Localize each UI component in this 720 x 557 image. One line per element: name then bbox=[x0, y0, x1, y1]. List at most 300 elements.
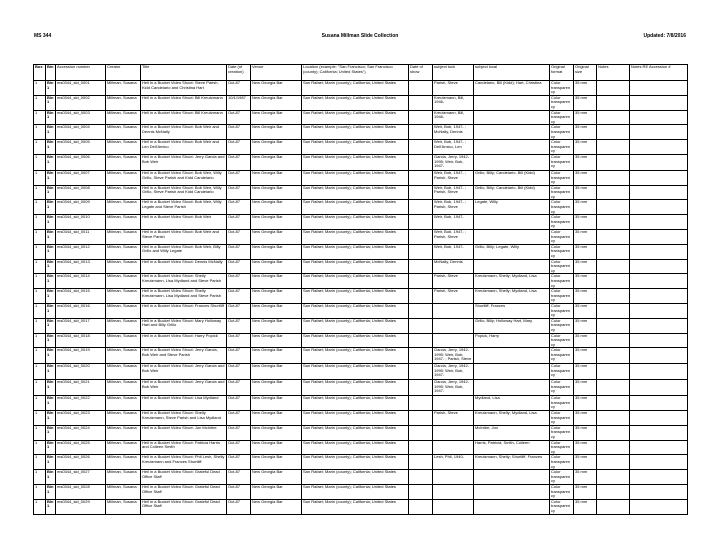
cell-notes bbox=[597, 244, 630, 259]
cell-bin: Bin 1 bbox=[46, 380, 56, 396]
cell-bin: Bin 1 bbox=[46, 303, 56, 318]
table-row bbox=[34, 425, 688, 440]
cell-accession-number: ms0344_sld_0007 bbox=[56, 170, 106, 185]
cell-subject-local bbox=[474, 230, 550, 245]
cell-date-of-creation: Oct-87 bbox=[227, 110, 251, 125]
cell-box: 1 bbox=[34, 200, 46, 215]
cell-box: 1 bbox=[34, 244, 46, 259]
cell-original-format: Color transparency bbox=[550, 440, 574, 455]
cell-title: Hell in a Bucket Video Shoot: Patricia Harris and Colleen Smith bbox=[141, 440, 227, 455]
cell-box: 1 bbox=[34, 318, 46, 333]
cell-original-size: 35 mm bbox=[574, 95, 597, 110]
cell-title: Hell in a Bucket Video Shoot: Bob Weir and Steve Parish bbox=[141, 230, 227, 245]
cell-creator: Millman, Susana bbox=[106, 230, 141, 245]
cell-notes bbox=[597, 95, 630, 110]
cell-venue: New Georgia Bar bbox=[251, 81, 302, 96]
table-row bbox=[34, 440, 688, 455]
cell-title: Hell in a Bucket Video Shoot: Shelly Kreutzmann, Lisa Mydland and Steve Parish bbox=[141, 289, 227, 304]
cell-notes-accession bbox=[630, 425, 688, 440]
cell-subject-tock bbox=[433, 499, 474, 514]
cell-original-format: Color transparency bbox=[550, 348, 574, 364]
cell-subject-local: Grillo, Billy; Candelario, Bill (Kidd) bbox=[474, 185, 550, 200]
cell-notes-accession bbox=[630, 110, 688, 125]
cell-title: Hell in a Bucket Video Shoot: Dennis McNally bbox=[141, 259, 227, 274]
cell-original-size: 35 mm bbox=[574, 154, 597, 170]
cell-accession-number: ms0344_sld_0010 bbox=[56, 215, 106, 230]
cell-original-format: Color transparency bbox=[550, 244, 574, 259]
cell-creator: Millman, Susana bbox=[106, 303, 141, 318]
cell-accession-number: ms0344_sld_0002 bbox=[56, 95, 106, 110]
cell-subject-local bbox=[474, 259, 550, 274]
cell-subject-local: Grillo, Billy; Candelario, Bill (Kidd) bbox=[474, 170, 550, 185]
cell-original-format: Color transparency bbox=[550, 333, 574, 348]
cell-notes bbox=[597, 364, 630, 380]
cell-box: 1 bbox=[34, 230, 46, 245]
cell-bin: Bin 1 bbox=[46, 440, 56, 455]
cell-subject-local bbox=[474, 380, 550, 396]
cell-venue: New Georgia Bar bbox=[251, 125, 302, 140]
cell-bin: Bin 1 bbox=[46, 396, 56, 411]
cell-creator: Millman, Susana bbox=[106, 396, 141, 411]
cell-subject-local bbox=[474, 110, 550, 125]
cell-creator: Millman, Susana bbox=[106, 455, 141, 470]
table-row bbox=[34, 380, 688, 396]
cell-accession-number: ms0344_sld_0016 bbox=[56, 303, 106, 318]
cell-venue: New Georgia Bar bbox=[251, 230, 302, 245]
cell-notes-accession bbox=[630, 95, 688, 110]
table-row bbox=[34, 125, 688, 140]
cell-date-of-creation: Oct-87 bbox=[227, 303, 251, 318]
cell-bin: Bin 1 bbox=[46, 499, 56, 514]
cell-accession-number: ms0344_sld_0021 bbox=[56, 380, 106, 396]
cell-creator: Millman, Susana bbox=[106, 289, 141, 304]
cell-original-size: 35 mm bbox=[574, 425, 597, 440]
cell-bin: Bin 1 bbox=[46, 455, 56, 470]
cell-date-of-show bbox=[409, 470, 433, 485]
cell-box: 1 bbox=[34, 440, 46, 455]
cell-date-of-show bbox=[409, 200, 433, 215]
cell-subject-local: Kreutzmann, Shelly; Mydland, Lisa bbox=[474, 274, 550, 289]
cell-box: 1 bbox=[34, 484, 46, 499]
cell-box: 1 bbox=[34, 140, 46, 155]
table-row bbox=[34, 230, 688, 245]
cell-box: 1 bbox=[34, 348, 46, 364]
cell-date-of-creation: Oct-87 bbox=[227, 200, 251, 215]
cell-box: 1 bbox=[34, 274, 46, 289]
cell-location: San Rafael; Marin (county); California; United States bbox=[302, 470, 409, 485]
cell-box: 1 bbox=[34, 396, 46, 411]
cell-box: 1 bbox=[34, 95, 46, 110]
cell-bin: Bin 1 bbox=[46, 125, 56, 140]
cell-original-size: 35 mm bbox=[574, 303, 597, 318]
cell-notes-accession bbox=[630, 259, 688, 274]
cell-title: Hell in a Bucket Video Shoot: Bob Weir bbox=[141, 215, 227, 230]
cell-original-format: Color transparency bbox=[550, 154, 574, 170]
cell-location: San Rafael; Marin (county); California; United States bbox=[302, 274, 409, 289]
cell-creator: Millman, Susana bbox=[106, 215, 141, 230]
cell-original-size: 35 mm bbox=[574, 289, 597, 304]
table-row bbox=[34, 140, 688, 155]
cell-original-size: 35 mm bbox=[574, 455, 597, 470]
cell-notes-accession bbox=[630, 455, 688, 470]
cell-title: Hell in a Bucket Video Shoot: Bob Weir, Willy Legate and Steve Parish bbox=[141, 200, 227, 215]
cell-creator: Millman, Susana bbox=[106, 425, 141, 440]
cell-original-format: Color transparency bbox=[550, 364, 574, 380]
table-row bbox=[34, 484, 688, 499]
cell-date-of-creation: Oct-87 bbox=[227, 185, 251, 200]
cell-title: Hell in a Bucket Video Shoot: Phil Lesh, Shelly Kreutzmann and Frances Shurtliff bbox=[141, 455, 227, 470]
cell-box: 1 bbox=[34, 425, 46, 440]
cell-accession-number: ms0344_sld_0013 bbox=[56, 259, 106, 274]
cell-original-format: Color transparency bbox=[550, 81, 574, 96]
cell-original-size: 35 mm bbox=[574, 470, 597, 485]
cell-title: Hell in a Bucket Video Shoot: Grateful Dead Office Staff bbox=[141, 484, 227, 499]
cell-date-of-creation: Oct-87 bbox=[227, 81, 251, 96]
cell-accession-number: ms0344_sld_0019 bbox=[56, 348, 106, 364]
cell-title: Hell in a Bucket Video Shoot: Bob Weir, Willy Grillo, Steve Parish and Kidd Candelario bbox=[141, 170, 227, 185]
cell-date-of-show bbox=[409, 364, 433, 380]
cell-accession-number: ms0344_sld_0026 bbox=[56, 455, 106, 470]
cell-date-of-show bbox=[409, 333, 433, 348]
cell-venue: New Georgia Bar bbox=[251, 333, 302, 348]
column-header-creator: Creator bbox=[106, 65, 141, 81]
cell-date-of-show bbox=[409, 185, 433, 200]
cell-venue: New Georgia Bar bbox=[251, 200, 302, 215]
cell-creator: Millman, Susana bbox=[106, 364, 141, 380]
cell-creator: Millman, Susana bbox=[106, 318, 141, 333]
cell-bin: Bin 1 bbox=[46, 154, 56, 170]
cell-accession-number: ms0344_sld_0022 bbox=[56, 396, 106, 411]
cell-box: 1 bbox=[34, 110, 46, 125]
cell-creator: Millman, Susana bbox=[106, 259, 141, 274]
cell-venue: New Georgia Bar bbox=[251, 154, 302, 170]
cell-original-format: Color transparency bbox=[550, 303, 574, 318]
cell-box: 1 bbox=[34, 259, 46, 274]
cell-venue: New Georgia Bar bbox=[251, 484, 302, 499]
cell-venue: New Georgia Bar bbox=[251, 259, 302, 274]
cell-original-size: 35 mm bbox=[574, 110, 597, 125]
cell-subject-tock: Weir, Bob, 1947- ; Parish, Steve bbox=[433, 170, 474, 185]
cell-subject-tock: Garcia, Jerry, 1942-1995; Weir, Bob, 1947- bbox=[433, 154, 474, 170]
cell-subject-local bbox=[474, 348, 550, 364]
cell-notes-accession bbox=[630, 140, 688, 155]
cell-location: San Rafael; Marin (county); California; United States bbox=[302, 259, 409, 274]
cell-venue: New Georgia Bar bbox=[251, 364, 302, 380]
cell-date-of-creation: Oct-87 bbox=[227, 215, 251, 230]
cell-notes bbox=[597, 230, 630, 245]
cell-title: Hell in a Bucket Video Shoot: Mary Holloway Hart and Billy Grillo bbox=[141, 318, 227, 333]
cell-location: San Rafael; Marin (county); California; United States bbox=[302, 154, 409, 170]
cell-original-size: 35 mm bbox=[574, 440, 597, 455]
cell-bin: Bin 1 bbox=[46, 333, 56, 348]
cell-venue: New Georgia Bar bbox=[251, 396, 302, 411]
cell-original-size: 35 mm bbox=[574, 200, 597, 215]
cell-creator: Millman, Susana bbox=[106, 110, 141, 125]
cell-notes-accession bbox=[630, 185, 688, 200]
cell-location: San Rafael; Marin (county); California; United States bbox=[302, 499, 409, 514]
cell-bin: Bin 1 bbox=[46, 484, 56, 499]
cell-accession-number: ms0344_sld_0025 bbox=[56, 440, 106, 455]
cell-notes bbox=[597, 455, 630, 470]
cell-subject-local: Harris, Patricia; Smith, Colleen bbox=[474, 440, 550, 455]
cell-creator: Millman, Susana bbox=[106, 125, 141, 140]
cell-notes bbox=[597, 81, 630, 96]
cell-notes bbox=[597, 411, 630, 426]
cell-original-format: Color transparency bbox=[550, 125, 574, 140]
cell-date-of-show bbox=[409, 289, 433, 304]
cell-accession-number: ms0344_sld_0004 bbox=[56, 125, 106, 140]
cell-creator: Millman, Susana bbox=[106, 348, 141, 364]
cell-box: 1 bbox=[34, 170, 46, 185]
cell-date-of-show bbox=[409, 425, 433, 440]
cell-box: 1 bbox=[34, 81, 46, 96]
cell-date-of-show bbox=[409, 411, 433, 426]
cell-box: 1 bbox=[34, 154, 46, 170]
cell-notes bbox=[597, 274, 630, 289]
cell-notes bbox=[597, 215, 630, 230]
cell-notes-accession bbox=[630, 411, 688, 426]
table-row bbox=[34, 455, 688, 470]
cell-creator: Millman, Susana bbox=[106, 244, 141, 259]
cell-original-size: 35 mm bbox=[574, 215, 597, 230]
cell-date-of-show bbox=[409, 170, 433, 185]
cell-subject-tock: Parish, Steve bbox=[433, 81, 474, 96]
column-header-accession-number: Accession number bbox=[56, 65, 106, 81]
table-header-row bbox=[34, 65, 688, 81]
cell-subject-tock: Garcia, Jerry, 1942-1995; Weir, Bob, 1947- bbox=[433, 380, 474, 396]
cell-subject-local: Popick, Harry bbox=[474, 333, 550, 348]
cell-accession-number: ms0344_sld_0012 bbox=[56, 244, 106, 259]
cell-accession-number: ms0344_sld_0001 bbox=[56, 81, 106, 96]
cell-date-of-creation: Oct-87 bbox=[227, 125, 251, 140]
cell-subject-local bbox=[474, 125, 550, 140]
cell-location: San Rafael; Marin (county); California; United States bbox=[302, 215, 409, 230]
cell-notes bbox=[597, 289, 630, 304]
cell-original-size: 35 mm bbox=[574, 484, 597, 499]
cell-accession-number: ms0344_sld_0014 bbox=[56, 274, 106, 289]
cell-notes bbox=[597, 170, 630, 185]
cell-bin: Bin 1 bbox=[46, 215, 56, 230]
cell-bin: Bin 1 bbox=[46, 230, 56, 245]
cell-subject-local: Mydland, Lisa bbox=[474, 396, 550, 411]
cell-title: Hell in a Bucket Video Shoot: Bill Kreutzmann bbox=[141, 110, 227, 125]
cell-notes-accession bbox=[630, 470, 688, 485]
cell-date-of-creation: Oct-87 bbox=[227, 484, 251, 499]
cell-subject-tock: Kreutzmann, Bill, 1946- bbox=[433, 110, 474, 125]
cell-date-of-show bbox=[409, 110, 433, 125]
cell-box: 1 bbox=[34, 215, 46, 230]
cell-title: Hell in a Bucket Video Shoot: Shelly Kreutzmann, Lisa Mydland and Steve Parish bbox=[141, 274, 227, 289]
cell-date-of-creation: Oct-87 bbox=[227, 364, 251, 380]
cell-original-size: 35 mm bbox=[574, 170, 597, 185]
cell-location: San Rafael; Marin (county); California; United States bbox=[302, 303, 409, 318]
cell-date-of-creation: Oct-87 bbox=[227, 259, 251, 274]
cell-date-of-creation: Oct-87 bbox=[227, 348, 251, 364]
cell-subject-tock: Weir, Bob, 1947- bbox=[433, 215, 474, 230]
cell-subject-local bbox=[474, 140, 550, 155]
cell-bin: Bin 1 bbox=[46, 185, 56, 200]
cell-subject-tock bbox=[433, 440, 474, 455]
cell-original-size: 35 mm bbox=[574, 125, 597, 140]
cell-notes-accession bbox=[630, 244, 688, 259]
cell-creator: Millman, Susana bbox=[106, 333, 141, 348]
cell-date-of-show bbox=[409, 455, 433, 470]
column-header-subject-tock: subject tock bbox=[433, 65, 474, 81]
cell-notes-accession bbox=[630, 333, 688, 348]
cell-accession-number: ms0344_sld_0009 bbox=[56, 200, 106, 215]
column-header-notes-accession: Notes RE Accession # bbox=[630, 65, 688, 81]
cell-venue: New Georgia Bar bbox=[251, 411, 302, 426]
cell-notes-accession bbox=[630, 499, 688, 514]
cell-date-of-show bbox=[409, 318, 433, 333]
cell-venue: New Georgia Bar bbox=[251, 274, 302, 289]
cell-subject-tock: Garcia, Jerry, 1942-1995; Weir, Bob, 1947- ; Parish, Steve bbox=[433, 348, 474, 364]
cell-subject-local bbox=[474, 470, 550, 485]
cell-original-size: 35 mm bbox=[574, 411, 597, 426]
cell-location: San Rafael; Marin (county); California; United States bbox=[302, 380, 409, 396]
cell-subject-tock: Weir, Bob, 1947- bbox=[433, 244, 474, 259]
cell-accession-number: ms0344_sld_0011 bbox=[56, 230, 106, 245]
table-body bbox=[34, 81, 688, 515]
collection-id: MS 344 bbox=[34, 33, 52, 39]
cell-title: Hell in a Bucket Video Shoot: Lisa Mydland bbox=[141, 396, 227, 411]
column-header-location: Location (example: "San Francisco; San Francisco (county); California; United States") bbox=[302, 65, 409, 81]
cell-location: San Rafael; Marin (county); California; United States bbox=[302, 455, 409, 470]
cell-notes bbox=[597, 396, 630, 411]
cell-location: San Rafael; Marin (county); California; United States bbox=[302, 170, 409, 185]
cell-notes-accession bbox=[630, 484, 688, 499]
cell-subject-tock: Kreutzmann, Bill, 1946- bbox=[433, 95, 474, 110]
cell-creator: Millman, Susana bbox=[106, 380, 141, 396]
cell-venue: New Georgia Bar bbox=[251, 348, 302, 364]
cell-bin: Bin 1 bbox=[46, 348, 56, 364]
cell-notes-accession bbox=[630, 125, 688, 140]
cell-venue: New Georgia Bar bbox=[251, 318, 302, 333]
cell-bin: Bin 1 bbox=[46, 200, 56, 215]
cell-title: Hell in a Bucket Video Shoot: Harry Popick bbox=[141, 333, 227, 348]
cell-notes bbox=[597, 470, 630, 485]
cell-date-of-creation: Oct-87 bbox=[227, 411, 251, 426]
cell-original-format: Color transparency bbox=[550, 470, 574, 485]
cell-notes-accession bbox=[630, 289, 688, 304]
cell-original-size: 35 mm bbox=[574, 185, 597, 200]
cell-subject-local: Kreutzmann, Shelly; Shurtliff, Frances bbox=[474, 455, 550, 470]
cell-original-format: Color transparency bbox=[550, 110, 574, 125]
cell-date-of-creation: Oct-87 bbox=[227, 455, 251, 470]
cell-location: San Rafael; Marin (county); California; United States bbox=[302, 140, 409, 155]
cell-title: Hell in a Bucket Video Shoot: Jerry Garcia, Bob Weir and Steve Parish bbox=[141, 348, 227, 364]
cell-location: San Rafael; Marin (county); California; United States bbox=[302, 411, 409, 426]
cell-date-of-creation: Oct-87 bbox=[227, 154, 251, 170]
column-header-original-size: Original size bbox=[574, 65, 597, 81]
cell-date-of-show bbox=[409, 259, 433, 274]
cell-box: 1 bbox=[34, 411, 46, 426]
column-header-date-of-show: Date of show bbox=[409, 65, 433, 81]
cell-bin: Bin 1 bbox=[46, 140, 56, 155]
cell-venue: New Georgia Bar bbox=[251, 499, 302, 514]
table-row bbox=[34, 170, 688, 185]
cell-bin: Bin 1 bbox=[46, 259, 56, 274]
cell-subject-tock bbox=[433, 484, 474, 499]
cell-date-of-show bbox=[409, 380, 433, 396]
cell-creator: Millman, Susana bbox=[106, 440, 141, 455]
cell-box: 1 bbox=[34, 333, 46, 348]
cell-date-of-creation: Oct-87 bbox=[227, 170, 251, 185]
cell-notes bbox=[597, 259, 630, 274]
cell-date-of-creation: Oct-87 bbox=[227, 425, 251, 440]
cell-bin: Bin 1 bbox=[46, 289, 56, 304]
cell-bin: Bin 1 bbox=[46, 470, 56, 485]
cell-notes bbox=[597, 425, 630, 440]
cell-date-of-show bbox=[409, 484, 433, 499]
table-row bbox=[34, 303, 688, 318]
cell-box: 1 bbox=[34, 364, 46, 380]
cell-accession-number: ms0344_sld_0029 bbox=[56, 499, 106, 514]
cell-date-of-show bbox=[409, 215, 433, 230]
cell-accession-number: ms0344_sld_0018 bbox=[56, 333, 106, 348]
cell-notes bbox=[597, 440, 630, 455]
cell-subject-tock: Lesh, Phil, 1940- bbox=[433, 455, 474, 470]
cell-notes-accession bbox=[630, 348, 688, 364]
cell-date-of-creation: Oct-87 bbox=[227, 244, 251, 259]
cell-original-size: 35 mm bbox=[574, 81, 597, 96]
cell-venue: New Georgia Bar bbox=[251, 470, 302, 485]
cell-notes bbox=[597, 110, 630, 125]
cell-subject-local: Shurtliff, Frances bbox=[474, 303, 550, 318]
cell-date-of-creation: Oct-87 bbox=[227, 289, 251, 304]
cell-notes bbox=[597, 333, 630, 348]
cell-notes bbox=[597, 348, 630, 364]
cell-original-format: Color transparency bbox=[550, 140, 574, 155]
cell-subject-tock: Parish, Steve bbox=[433, 289, 474, 304]
column-header-title: Title bbox=[141, 65, 227, 81]
cell-subject-local: Grillo, Billy; Legate, Willy bbox=[474, 244, 550, 259]
cell-creator: Millman, Susana bbox=[106, 185, 141, 200]
cell-original-size: 35 mm bbox=[574, 396, 597, 411]
cell-subject-local: Kreutzmann, Shelly; Mydland, Lisa bbox=[474, 411, 550, 426]
cell-bin: Bin 1 bbox=[46, 318, 56, 333]
cell-venue: New Georgia Bar bbox=[251, 140, 302, 155]
cell-accession-number: ms0344_sld_0024 bbox=[56, 425, 106, 440]
cell-bin: Bin 1 bbox=[46, 81, 56, 96]
cell-venue: New Georgia Bar bbox=[251, 244, 302, 259]
column-header-notes: Notes bbox=[597, 65, 630, 81]
cell-original-format: Color transparency bbox=[550, 215, 574, 230]
cell-notes bbox=[597, 154, 630, 170]
cell-creator: Millman, Susana bbox=[106, 140, 141, 155]
column-header-subject-local: subject local bbox=[474, 65, 550, 81]
table-row bbox=[34, 274, 688, 289]
cell-bin: Bin 1 bbox=[46, 274, 56, 289]
cell-notes bbox=[597, 499, 630, 514]
cell-box: 1 bbox=[34, 185, 46, 200]
cell-date-of-show bbox=[409, 396, 433, 411]
cell-location: San Rafael; Marin (county); California; United States bbox=[302, 396, 409, 411]
cell-creator: Millman, Susana bbox=[106, 170, 141, 185]
cell-venue: New Georgia Bar bbox=[251, 425, 302, 440]
cell-title: Hell in a Bucket Video Shoot: Frances Shurtliff bbox=[141, 303, 227, 318]
cell-date-of-creation: Oct-87 bbox=[227, 396, 251, 411]
cell-subject-tock bbox=[433, 470, 474, 485]
cell-accession-number: ms0344_sld_0017 bbox=[56, 318, 106, 333]
table-row bbox=[34, 470, 688, 485]
cell-notes-accession bbox=[630, 170, 688, 185]
cell-title: Hell in a Bucket Video Shoot: Bob Weir and Dennis McNally bbox=[141, 125, 227, 140]
column-header-venue: Venue bbox=[251, 65, 302, 81]
cell-original-size: 35 mm bbox=[574, 348, 597, 364]
cell-box: 1 bbox=[34, 125, 46, 140]
cell-notes-accession bbox=[630, 380, 688, 396]
